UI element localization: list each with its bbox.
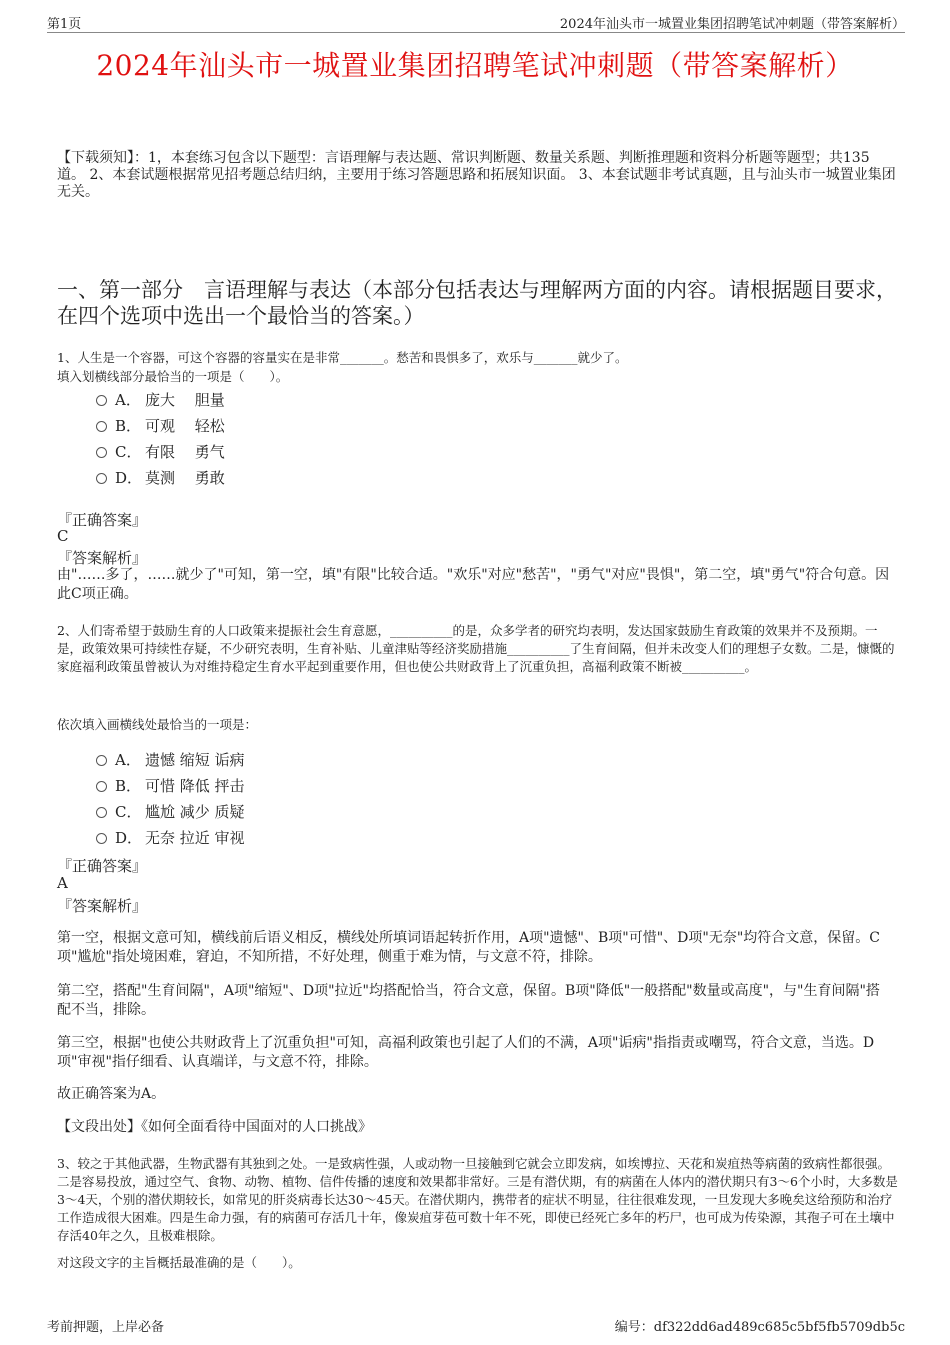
header-doc-title: 2024年汕头市一城置业集团招聘笔试冲刺题（带答案解析） [559, 17, 905, 32]
option-text: 庞大 胆量 [145, 391, 225, 409]
q1-instruction: 填入划横线部分最恰当的一项是（ ）。 [57, 369, 289, 384]
q2-answer: A [57, 874, 68, 892]
option-label: A． [115, 391, 141, 409]
q1-option-a[interactable] [96, 389, 225, 410]
q2-analysis-paragraph: 第二空，搭配"生育间隔"，A项"缩短"、D项"拉近"均搭配恰当，符合文意，保留。B项"降低"一般搭配"数量或高度"，与"生育间隔"搭配不当，排除。 [57, 983, 880, 1018]
q1-answer-heading: 『正确答案』 [57, 511, 148, 529]
q2-option-b[interactable] [96, 775, 245, 796]
page-number: 第1页 [47, 17, 82, 32]
q3-instruction: 对这段文字的主旨概括最准确的是（ ）。 [57, 1255, 301, 1270]
q1-answer: C [57, 527, 69, 545]
option-text: 可观 轻松 [145, 417, 225, 435]
q2-option-a[interactable] [96, 749, 245, 770]
q2-analysis-conclusion: 故正确答案为A。 [57, 1086, 166, 1102]
q2-analysis-heading: 『答案解析』 [57, 897, 148, 915]
page-title: 2024年汕头市一城置业集团招聘笔试冲刺题（带答案解析） [96, 49, 854, 82]
option-label: C． [115, 443, 142, 461]
radio-icon[interactable] [96, 421, 107, 432]
q2-option-c[interactable] [96, 801, 245, 822]
option-text: 尴尬 减少 质疑 [145, 803, 245, 821]
q1-stem: 1、人生是一个容器，可这个容器的容量实在是非常_______。愁苦和畏惧多了，欢乐与_______就少了。 [57, 350, 628, 365]
option-text: 有限 勇气 [145, 443, 225, 461]
option-text: 遗憾 缩短 诟病 [145, 751, 245, 769]
option-label: B． [115, 417, 142, 435]
option-label: C． [115, 803, 142, 821]
radio-icon[interactable] [96, 395, 107, 406]
option-label: B． [115, 777, 142, 795]
q2-instruction: 依次填入画横线处最恰当的一项是： [57, 717, 258, 732]
option-text: 无奈 拉近 审视 [145, 829, 245, 847]
download-notice: 【下载须知】：1，本套练习包含以下题型：言语理解与表达题、常识判断题、数量关系题、判断推理题和资料分析题等题型；共135道。 2、本套试题根据常见招考题总结归纳，主要用于练习答题思路和拓展知识面。 3、本套试题非考试真题，且与汕头市一城置业集团无关。 [57, 150, 896, 200]
q2-source: 【文段出处】《如何全面看待中国面对的人口挑战》 [57, 1119, 372, 1135]
q1-analysis: 由"……多了，……就少了"可知，第一空，填"有限"比较合适。"欢乐"对应"愁苦"，"勇气"对应"畏惧"，第二空，填"勇气"符合句意。因此C项正确。 [57, 567, 890, 602]
radio-icon[interactable] [96, 755, 107, 766]
radio-icon[interactable] [96, 447, 107, 458]
footer-doc-id: 编号：df322dd6ad489c685c5bf5fb5709db5c [614, 1320, 905, 1335]
option-label: D． [115, 829, 143, 847]
radio-icon[interactable] [96, 473, 107, 484]
option-text: 可惜 降低 抨击 [145, 777, 245, 795]
q2-stem: 2、人们寄希望于鼓励生育的人口政策来提振社会生育意愿，__________的是，众多学者的研究均表明，发达国家鼓励生育政策的效果并不及预期。一是，政策效果可持续性存疑，不少研究表明，生育补贴、儿童津贴等经济奖励措施__________了生育间隔，但并未改变人们的理想子女数。二是，慷慨的家庭福利政策虽曾被认为对维持稳定生育水平起到重要作用，但也使公共财政背上了沉重负担，高福利政策不断被__________。 [57, 623, 895, 674]
q1-option-b[interactable] [96, 415, 225, 436]
q3-stem: 3、较之于其他武器，生物武器有其独到之处。一是致病性强，人或动物一旦接触到它就会立即发病，如埃博拉、天花和炭疽热等病菌的致病性都很强。二是容易投放，通过空气、食物、动物、植物、信件传播的速度和效果都非常好。三是有潜伏期，有的病菌在人体内的潜伏期只有3～6个小时，大多数是3～4天，个别的潜伏期较长，如常见的肝炎病毒长达30～45天。在潜伏期内，携带者的症状不明显，往往很难发现，一旦发现大多晚矣这给预防和治疗工作造成很大困难。四是生命力强，有的病菌可存活几十年，像炭疽芽苞可数十年不死，即使已经死亡多年的朽尸，也可成为传染源，其孢子可在土壤中存活40年之久，且极难根除。 [57, 1156, 898, 1243]
section-title: 一、第一部分 言语理解与表达（本部分包括表达与理解两方面的内容。请根据题目要求，在四个选项中选出一个最恰当的答案。） [57, 278, 897, 328]
q1-option-c[interactable] [96, 441, 225, 462]
footer-slogan: 考前押题，上岸必备 [47, 1320, 165, 1335]
q1-option-d[interactable] [96, 467, 225, 488]
radio-icon[interactable] [96, 781, 107, 792]
option-text: 莫测 勇敢 [145, 469, 225, 487]
q2-option-d[interactable] [96, 827, 245, 848]
radio-icon[interactable] [96, 833, 107, 844]
option-label: A． [115, 751, 141, 769]
header-divider [47, 32, 905, 33]
q1-analysis-heading: 『答案解析』 [57, 549, 148, 567]
q2-answer-heading: 『正确答案』 [57, 857, 148, 875]
radio-icon[interactable] [96, 807, 107, 818]
q2-analysis-paragraph: 第一空，根据文意可知，横线前后语义相反，横线处所填词语起转折作用，A项"遗憾"、B项"可惜"、D项"无奈"均符合文意，保留。C项"尴尬"指处境困难，窘迫，不知所措，不好处理，侧重于难为情，与文意不符，排除。 [57, 930, 880, 965]
option-label: D． [115, 469, 143, 487]
q2-analysis-paragraph: 第三空，根据"也使公共财政背上了沉重负担"可知，高福利政策也引起了人们的不满，A项"诟病"指指责或嘲骂，符合文意，当选。D项"审视"指仔细看、认真端详，与文意不符，排除。 [57, 1035, 875, 1070]
